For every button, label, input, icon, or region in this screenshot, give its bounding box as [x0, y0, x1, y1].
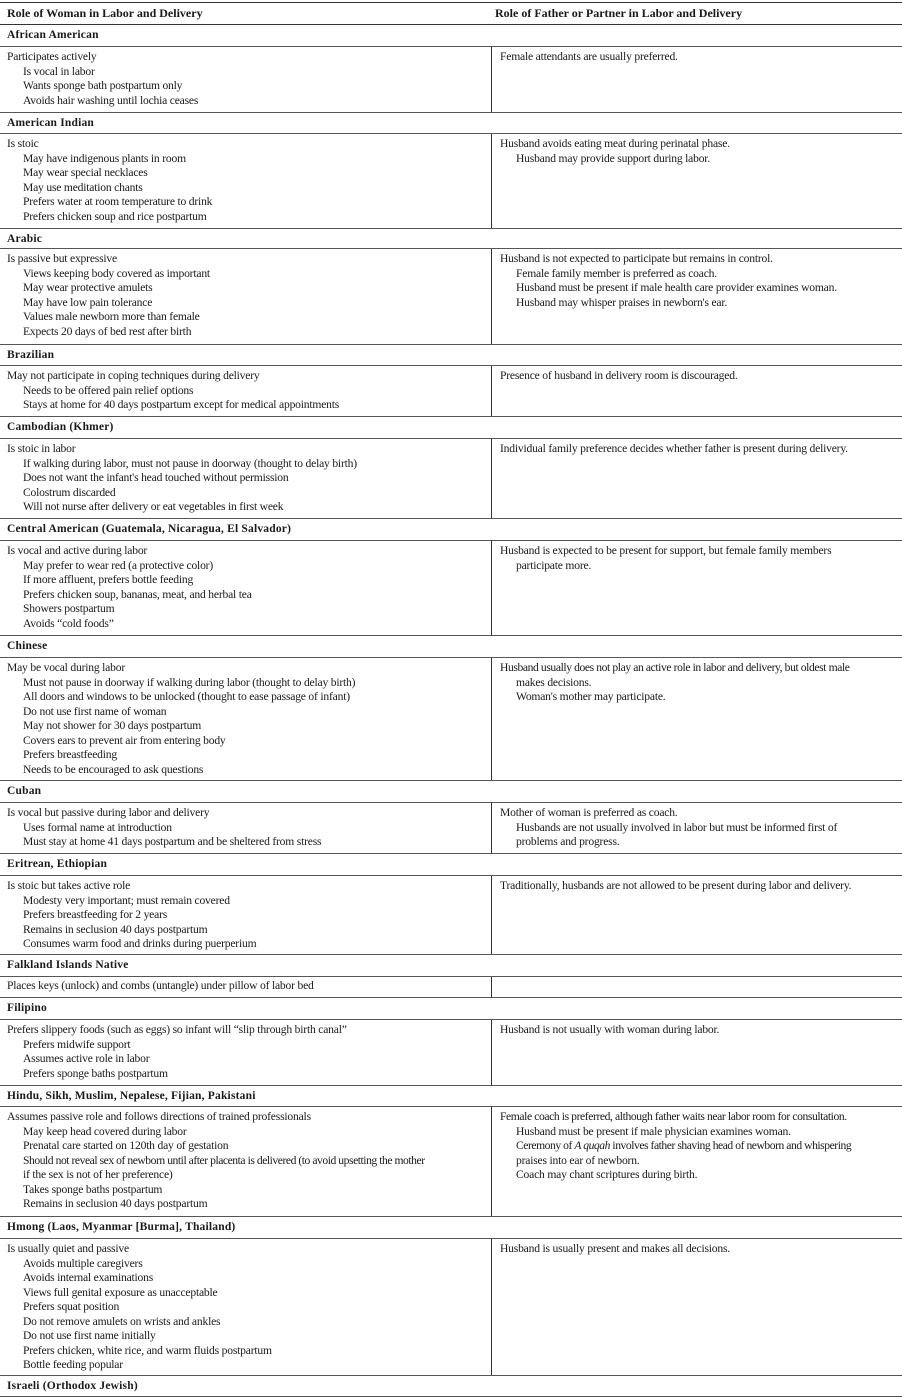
partner-role-cell: [492, 876, 902, 954]
woman-role-line: May prefer to wear red (a protective color): [23, 558, 213, 572]
woman-role-line: Needs to be offered pain relief options: [23, 383, 194, 397]
woman-role-line: Is vocal and active during labor: [7, 544, 148, 557]
partner-role-line: praises into ear of newborn.: [516, 1153, 640, 1167]
group-header: Cuban: [0, 781, 902, 803]
partner-role-line: Husband is usually present and makes all decisions.: [500, 1242, 731, 1255]
woman-role-cell: [0, 1239, 492, 1375]
column-header-partner: Role of Father or Partner in Labor and Delivery: [495, 6, 743, 20]
woman-role-line: Do not use first name of woman: [23, 704, 167, 718]
partner-role-cell: [492, 1107, 902, 1216]
group-header: Brazilian: [0, 345, 902, 366]
partner-role-line: Husband is expected to be present for support, but female family members: [500, 544, 832, 557]
woman-role-cell: [0, 876, 492, 954]
woman-role-line: Prefers midwife support: [23, 1037, 131, 1051]
group-header: Hindu, Sikh, Muslim, Nepalese, Fijian, Pakistani: [0, 1086, 902, 1107]
woman-role-cell: [0, 1107, 492, 1216]
group-header: Israeli (Orthodox Jewish): [0, 1376, 902, 1397]
partner-role-cell: [492, 366, 902, 416]
woman-role-line: May not participate in coping techniques during delivery: [7, 369, 260, 382]
woman-role-line: Takes sponge baths postpartum: [23, 1182, 163, 1196]
group-row: [0, 366, 902, 417]
partner-role-line: Husband usually does not play an active role in labor and delivery, but oldest male: [500, 661, 850, 674]
woman-role-line: Is vocal in labor: [23, 64, 95, 78]
woman-role-line: Avoids “cold foods”: [23, 616, 114, 630]
partner-role-line: problems and progress.: [516, 835, 620, 848]
partner-role-cell: [492, 803, 902, 853]
partner-role-line: Husbands are not usually involved in labor but must be informed first of: [516, 820, 838, 834]
woman-role-line: May have indigenous plants in room: [23, 151, 186, 165]
woman-role-line: Is vocal but passive during labor and delivery: [7, 806, 210, 819]
partner-role-line: Female coach is preferred, although father waits near labor room for consultation.: [500, 1110, 847, 1123]
woman-role-line: Assumes active role in labor: [23, 1052, 150, 1065]
woman-role-line: Is passive but expressive: [7, 252, 117, 265]
woman-role-line: Should not reveal sex of newborn until after placenta is delivered (to avoid upsetting the mother: [23, 1153, 425, 1167]
group-header: Filipino: [0, 998, 902, 1020]
woman-role-line: Prefers slippery foods (such as eggs) so infant will “slip through birth canal”: [7, 1023, 347, 1036]
woman-role-cell: [0, 366, 492, 416]
group-header: African American: [0, 25, 902, 47]
partner-role-cell: [492, 439, 902, 518]
woman-role-line: Places keys (unlock) and combs (untangle) under pillow of labor bed: [7, 979, 314, 992]
woman-role-line: May wear protective amulets: [23, 281, 153, 294]
woman-role-line: Bottle feeding popular: [23, 1358, 123, 1371]
woman-role-line: Is stoic: [7, 137, 39, 150]
partner-role-line: Husband avoids eating meat during perinatal phase.: [500, 137, 730, 150]
group-header: Arabic: [0, 229, 902, 249]
partner-role-line: Husband is not usually with woman during labor.: [500, 1023, 720, 1036]
woman-role-line: Prefers water at room temperature to drink: [23, 195, 213, 208]
partner-role-line: Husband may provide support during labor.: [516, 151, 711, 165]
woman-role-cell: [0, 803, 492, 853]
partner-role-line: Individual family preference decides whether father is present during delivery.: [500, 442, 848, 455]
woman-role-line: Is stoic in labor: [7, 442, 76, 455]
woman-role-line: May keep head covered during labor: [23, 1124, 187, 1138]
group-row: [0, 1239, 902, 1376]
woman-role-line: Colostrum discarded: [23, 485, 116, 499]
group-header: Chinese: [0, 636, 902, 658]
group-row: [0, 541, 902, 636]
partner-role-line: Mother of woman is preferred as coach.: [500, 806, 678, 819]
woman-role-line: Do not remove amulets on wrists and ankles: [23, 1314, 221, 1328]
partner-role-cell: [492, 249, 902, 344]
woman-role-line: Prefers chicken soup and rice postpartum: [23, 209, 207, 223]
woman-role-line: Assumes passive role and follows directions of trained professionals: [7, 1110, 311, 1123]
woman-role-cell: [0, 658, 492, 780]
woman-role-line: Prenatal care started on 120th day of gestation: [23, 1139, 229, 1152]
woman-role-line: Views keeping body covered as important: [23, 266, 210, 280]
partner-role-cell: [492, 1239, 902, 1375]
woman-role-line: Must stay at home 41 days postpartum and be sheltered from stress: [23, 835, 322, 848]
woman-role-line: Avoids internal examinations: [23, 1271, 154, 1284]
woman-role-line: Do not use first name initially: [23, 1329, 156, 1342]
cultural-roles-table: [0, 2, 902, 1397]
woman-role-line: Will not nurse after delivery or eat vegetables in first week: [23, 500, 284, 513]
woman-role-line: Remains in seclusion 40 days postpartum: [23, 922, 208, 936]
group-header: American Indian: [0, 113, 902, 134]
woman-role-line: Prefers breastfeeding for 2 years: [23, 908, 168, 921]
woman-role-line: Does not want the infant's head touched without permission: [23, 471, 289, 484]
woman-role-cell: [0, 977, 492, 997]
woman-role-line: Consumes warm food and drinks during puerperium: [23, 937, 257, 950]
partner-role-cell: [492, 541, 902, 635]
partner-role-line: Coach may chant scriptures during birth.: [516, 1168, 698, 1181]
partner-role-line: Woman's mother may participate.: [516, 690, 666, 703]
woman-role-line: Expects 20 days of bed rest after birth: [23, 324, 192, 338]
woman-role-line: Prefers breastfeeding: [23, 748, 117, 761]
woman-role-line: if the sex is not of her preference): [23, 1168, 173, 1181]
group-header: Cambodian (Khmer): [0, 417, 902, 439]
woman-role-cell: [0, 134, 492, 228]
woman-role-line: Showers postpartum: [23, 602, 115, 615]
group-header: Eritrean, Ethiopian: [0, 854, 902, 876]
woman-role-line: Covers ears to prevent air from entering body: [23, 733, 226, 747]
woman-role-line: May have low pain tolerance: [23, 295, 153, 309]
woman-role-line: Stays at home for 40 days postpartum except for medical appointments: [23, 398, 340, 411]
partner-role-line: [500, 1139, 902, 1154]
partner-role-line: Husband must be present if male physician examines woman.: [516, 1124, 791, 1138]
woman-role-line: Modesty very important; must remain covered: [23, 893, 230, 907]
woman-role-cell: [0, 439, 492, 518]
group-header: Central American (Guatemala, Nicaragua, El Salvador): [0, 519, 902, 541]
group-row: [0, 47, 902, 113]
group-row: [0, 658, 902, 781]
woman-role-line: May wear special necklaces: [23, 166, 148, 179]
partner-role-line: Traditionally, husbands are not allowed to be present during labor and delivery.: [500, 879, 852, 892]
woman-role-line: Uses formal name at introduction: [23, 820, 172, 834]
group-row: [0, 803, 902, 854]
woman-role-line: Prefers sponge baths postpartum: [23, 1066, 168, 1080]
partner-role-line: Female attendants are usually preferred.: [500, 50, 678, 63]
partner-role-line: participate more.: [516, 558, 592, 572]
woman-role-line: Must not pause in doorway if walking during labor (thought to delay birth): [23, 675, 356, 689]
column-header-woman: Role of Woman in Labor and Delivery: [7, 6, 203, 20]
group-row: [0, 876, 902, 955]
group-header: Hmong (Laos, Myanmar [Burma], Thailand): [0, 1217, 902, 1239]
woman-role-line: Prefers squat position: [23, 1300, 120, 1313]
partner-role-line: Husband may whisper praises in newborn's ear.: [516, 295, 728, 309]
group-row: [0, 134, 902, 229]
partner-role-line: Husband is not expected to participate but remains in control.: [500, 252, 773, 265]
woman-role-line: Prefers chicken, white rice, and warm fluids postpartum: [23, 1343, 272, 1357]
woman-role-line: Participates actively: [7, 50, 97, 63]
woman-role-cell: [0, 541, 492, 635]
woman-role-line: Is usually quiet and passive: [7, 1242, 129, 1255]
partner-role-line: Presence of husband in delivery room is discouraged.: [500, 369, 738, 382]
group-row: [0, 1107, 902, 1217]
group-header: Falkland Islands Native: [0, 955, 902, 977]
woman-role-cell: [0, 47, 492, 112]
group-row: [0, 439, 902, 519]
woman-role-line: Prefers chicken soup, bananas, meat, and herbal tea: [23, 587, 252, 601]
woman-role-line: May be vocal during labor: [7, 661, 125, 674]
partner-role-cell: [492, 977, 902, 997]
woman-role-line: If more affluent, prefers bottle feeding: [23, 573, 194, 586]
partner-role-cell: [492, 134, 902, 228]
woman-role-line: May not shower for 30 days postpartum: [23, 719, 202, 732]
woman-role-line: All doors and windows to be unlocked (thought to ease passage of infant): [23, 690, 350, 703]
woman-role-line: Views full genital exposure as unacceptable: [23, 1285, 218, 1299]
table-header-row: [0, 2, 902, 25]
partner-role-text: involves father shaving head of newborn and whispering: [609, 1139, 852, 1152]
woman-role-line: Avoids multiple caregivers: [23, 1256, 143, 1270]
woman-role-line: If walking during labor, must not pause in doorway (thought to delay birth): [23, 456, 357, 470]
woman-role-line: Needs to be encouraged to ask questions: [23, 762, 204, 776]
woman-role-line: Remains in seclusion 40 days postpartum: [23, 1197, 208, 1210]
woman-role-line: Values male newborn more than female: [23, 310, 200, 323]
partner-role-line: Female family member is preferred as coach.: [516, 266, 717, 280]
woman-role-line: Wants sponge bath postpartum only: [23, 79, 183, 92]
woman-role-line: May use meditation chants: [23, 180, 143, 194]
partner-role-cell: [492, 47, 902, 112]
partner-role-line: Husband must be present if male health care provider examines woman.: [516, 281, 837, 294]
woman-role-cell: [0, 249, 492, 344]
group-row: [0, 249, 902, 345]
ceremony-name: A quqah: [574, 1139, 610, 1152]
woman-role-cell: [0, 1020, 492, 1085]
group-row: [0, 977, 902, 998]
woman-role-line: Avoids hair washing until lochia ceases: [23, 93, 199, 107]
group-row: [0, 1020, 902, 1086]
partner-role-line: makes decisions.: [516, 675, 592, 689]
woman-role-line: Is stoic but takes active role: [7, 879, 131, 892]
partner-role-text: Ceremony of: [516, 1139, 575, 1152]
partner-role-cell: [492, 1020, 902, 1085]
partner-role-cell: [492, 658, 902, 780]
